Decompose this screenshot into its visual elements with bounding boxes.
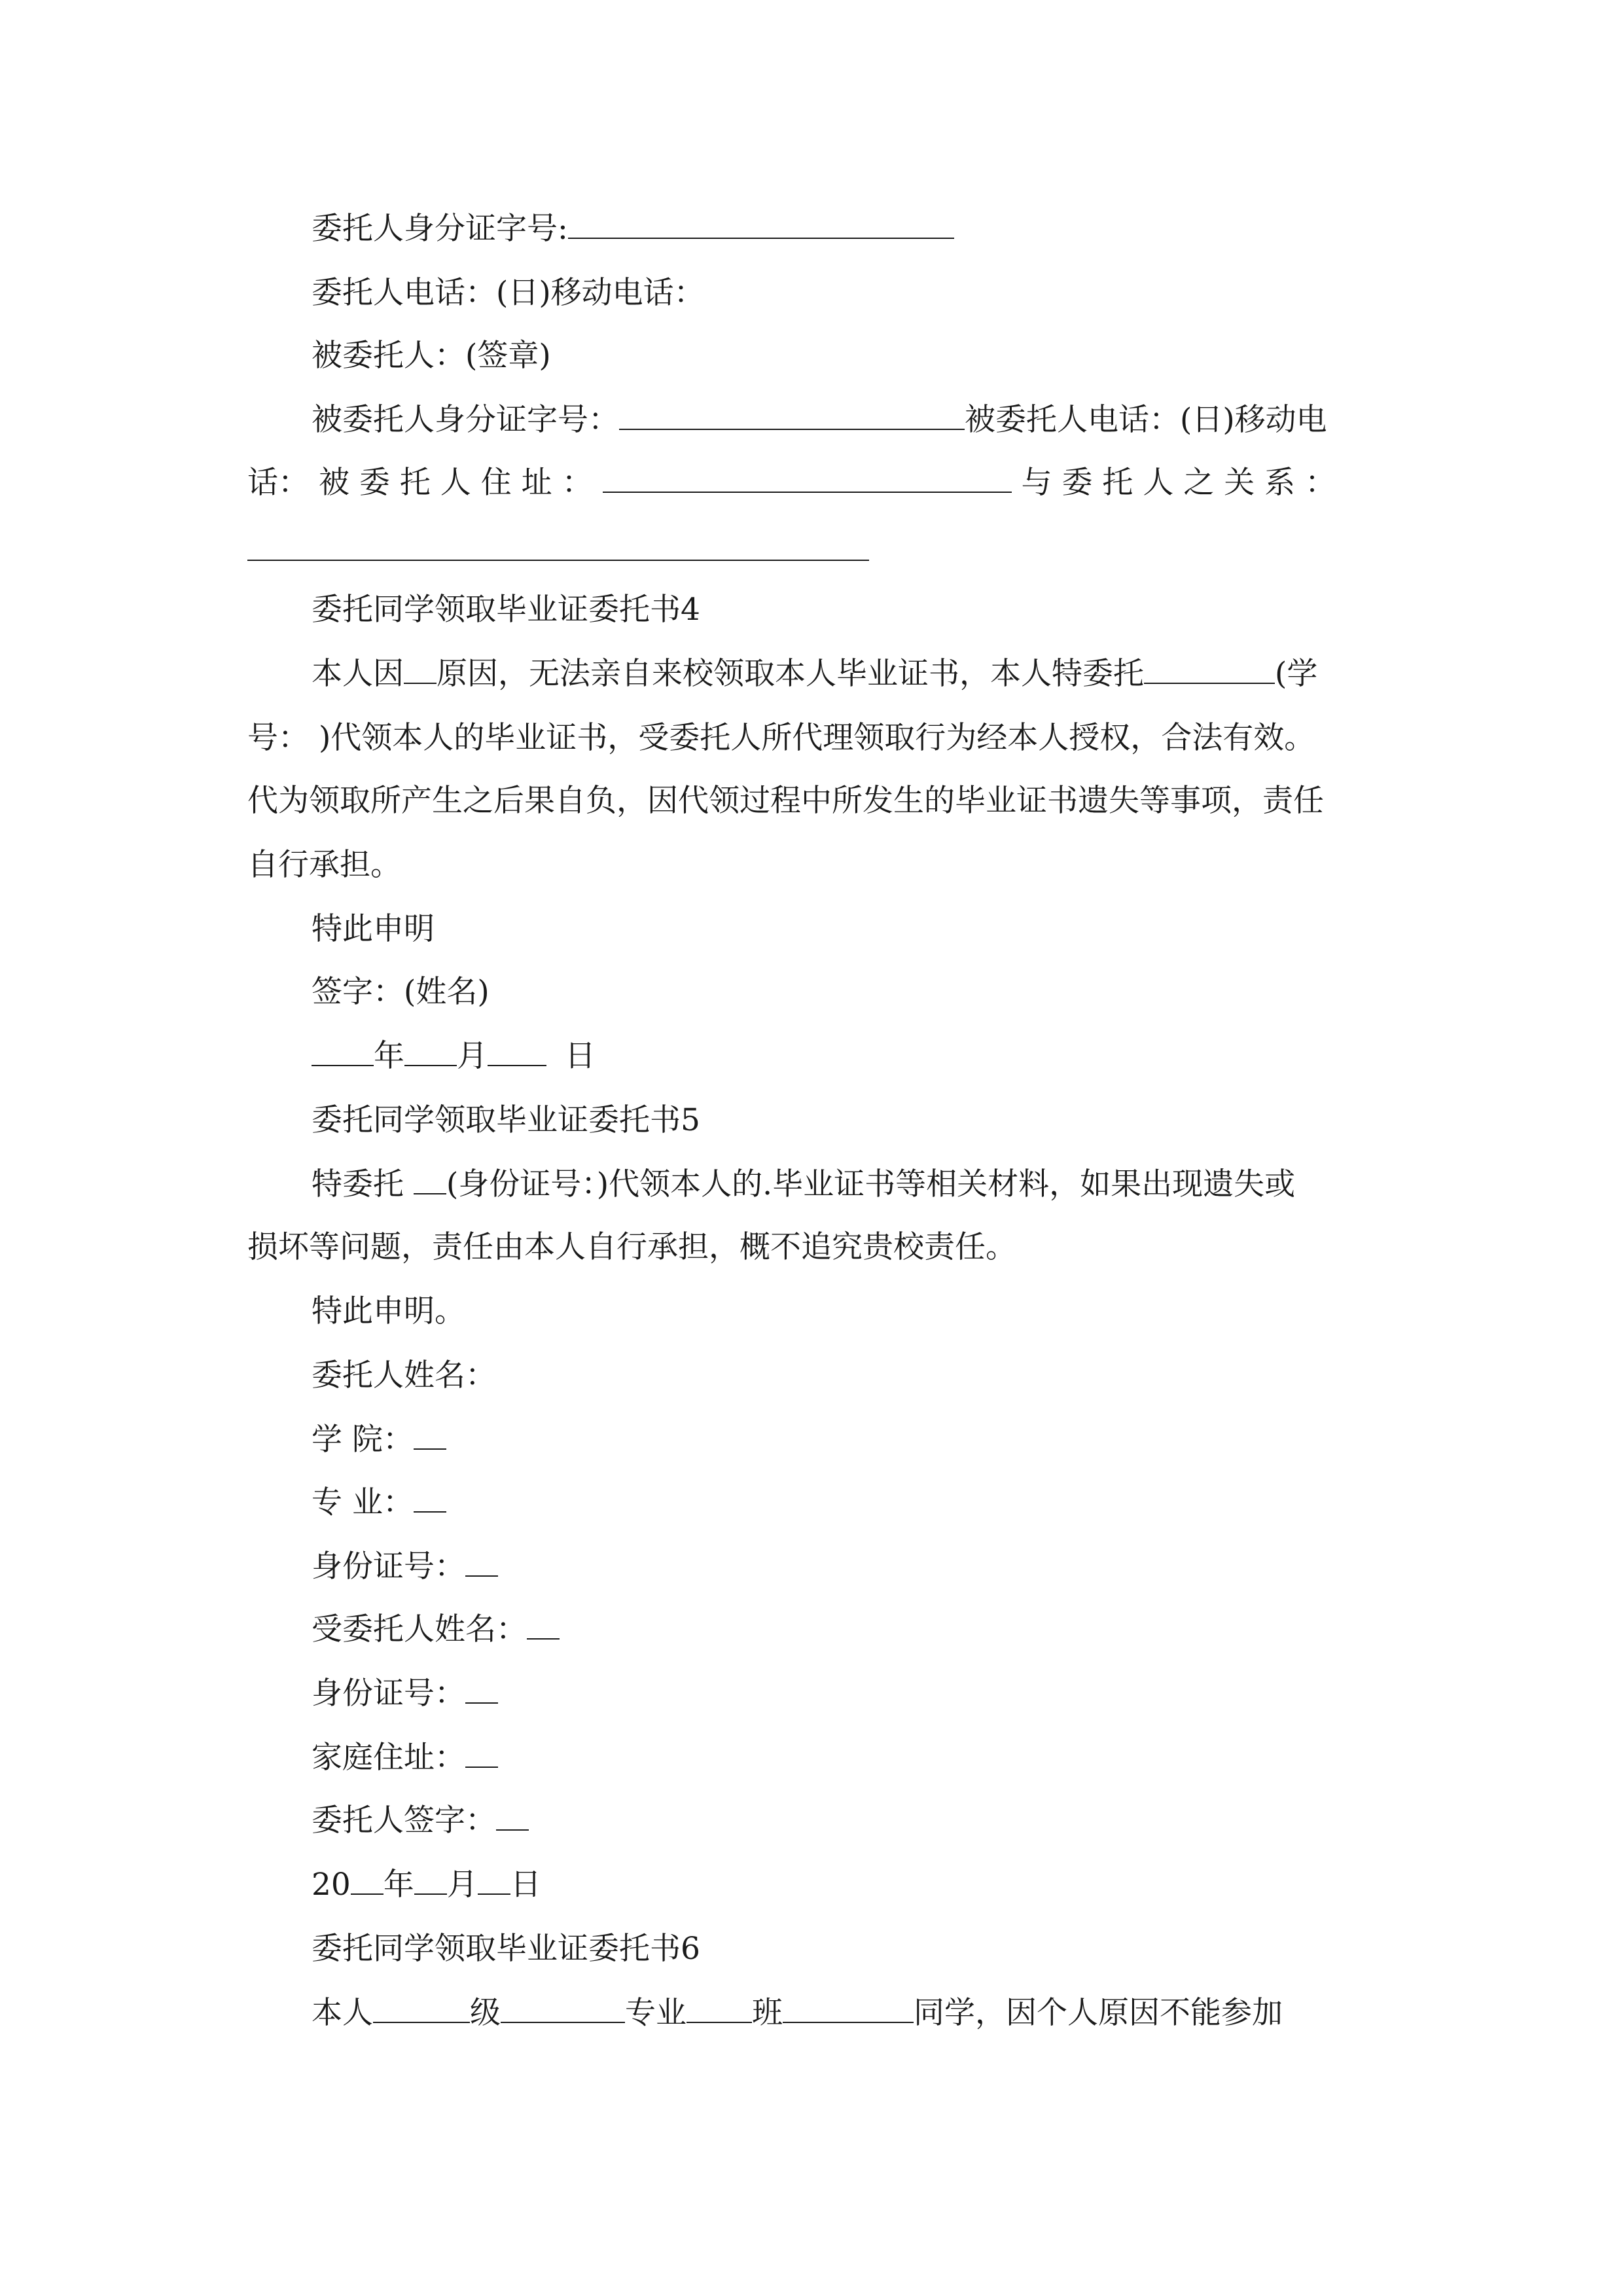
relationship-blank bbox=[247, 560, 869, 561]
month-label: 月 bbox=[457, 1038, 488, 1074]
p4-text-b: 原因，无法亲自来校领取本人毕业证书，本人特委托 bbox=[437, 656, 1144, 692]
day-label-5: 日 bbox=[510, 1867, 541, 1903]
section-heading-5: 委托同学领取毕业证委托书5 bbox=[312, 1102, 700, 1138]
year-prefix: 20 bbox=[312, 1867, 351, 1903]
agent-id-field bbox=[312, 1674, 1386, 1713]
principal-id-label: 委托人身分证字号: bbox=[312, 211, 568, 247]
principal-signature-label: 委托人签字： bbox=[312, 1803, 496, 1839]
agent-id-field-label: 身份证号： bbox=[312, 1676, 465, 1712]
p5-text-a: 特委托 bbox=[312, 1166, 414, 1202]
date-line-4 bbox=[312, 1037, 1386, 1076]
id-number-field bbox=[312, 1547, 1386, 1587]
principal-phone-line: 委托人电话：(日)移动电话： bbox=[312, 275, 705, 311]
month-blank-5 bbox=[414, 1866, 447, 1895]
principal-id-blank bbox=[568, 210, 954, 239]
p6-text-c: 专业 bbox=[625, 1995, 687, 2031]
paragraph-4-line-4: 自行承担。 bbox=[247, 847, 401, 883]
signature-name-line: 签字：(姓名) bbox=[312, 974, 490, 1010]
agent-id-line bbox=[312, 401, 1386, 440]
month-label-5: 月 bbox=[446, 1867, 478, 1903]
agent-id-field-blank bbox=[465, 1675, 498, 1704]
p6-text-a: 本人 bbox=[312, 1995, 373, 2031]
month-blank bbox=[404, 1037, 457, 1066]
agent-address-blank bbox=[603, 464, 1012, 493]
agent-id-label: 被委托人身分证字号： bbox=[312, 402, 619, 438]
reason-blank bbox=[404, 655, 437, 684]
agent-address-label: 话： 被 委 托 人 住 址 ： bbox=[247, 465, 593, 501]
student-name-blank bbox=[783, 1994, 914, 2023]
id-number-blank bbox=[465, 1548, 498, 1577]
agent-signature-line: 被委托人：(签章) bbox=[312, 338, 551, 374]
p6-text-b: 级 bbox=[470, 1995, 501, 2031]
date-line-5 bbox=[312, 1865, 1386, 1905]
principal-id-line bbox=[312, 209, 1386, 249]
home-address-blank bbox=[465, 1739, 498, 1768]
year-label-5: 年 bbox=[383, 1867, 414, 1903]
declaration-5: 特此申明。 bbox=[312, 1293, 465, 1329]
declaration-4: 特此申明 bbox=[312, 911, 435, 947]
college-field bbox=[312, 1420, 1386, 1460]
major-field bbox=[312, 1483, 1386, 1522]
principal-signature-blank bbox=[496, 1802, 529, 1831]
paragraph-4-line-3: 代为领取所产生之后果自负，因代领过程中所发生的毕业证书遗失等事项，责任 bbox=[247, 783, 1324, 819]
agent-address-line bbox=[247, 463, 1386, 503]
id-number-label: 身份证号： bbox=[312, 1549, 465, 1585]
major-blank bbox=[414, 1484, 446, 1513]
major-label: 专 业： bbox=[312, 1484, 414, 1520]
delegate-name-blank bbox=[1144, 655, 1275, 684]
college-blank bbox=[414, 1421, 446, 1450]
principal-name-field: 委托人姓名： bbox=[312, 1357, 496, 1393]
agent-name-label: 受委托人姓名： bbox=[312, 1611, 527, 1647]
p6-text-e: 同学，因个人原因不能参加 bbox=[914, 1995, 1283, 2031]
major-blank-6 bbox=[501, 1994, 625, 2023]
agent-phone-label: 被委托人电话：(日)移动电 bbox=[965, 402, 1327, 438]
paragraph-4-line-1 bbox=[312, 655, 1386, 694]
grade-blank bbox=[373, 1994, 470, 2023]
p5-text-b: (身份证号：)代领本人的.毕业证书等相关材料，如果出现遗失或 bbox=[446, 1166, 1296, 1202]
paragraph-6-line-1 bbox=[312, 1994, 1386, 2033]
year-label: 年 bbox=[374, 1038, 404, 1074]
day-label: 日 bbox=[565, 1038, 596, 1074]
p6-text-d: 班 bbox=[752, 1995, 783, 2031]
day-blank bbox=[488, 1037, 546, 1066]
section-heading-6: 委托同学领取毕业证委托书6 bbox=[312, 1931, 700, 1967]
section-heading-4: 委托同学领取毕业证委托书4 bbox=[312, 592, 700, 628]
paragraph-5-line-2: 损坏等问题，责任由本人自行承担，概不追究贵校责任。 bbox=[247, 1229, 1016, 1265]
home-address-field bbox=[312, 1738, 1386, 1778]
day-blank-5 bbox=[478, 1866, 510, 1895]
agent-name-blank bbox=[527, 1611, 560, 1640]
class-blank bbox=[687, 1994, 752, 2023]
home-address-label: 家庭住址： bbox=[312, 1740, 465, 1776]
principal-signature-field bbox=[312, 1801, 1386, 1840]
paragraph-5-line-1 bbox=[312, 1165, 1386, 1204]
agent-id-blank bbox=[619, 401, 965, 430]
agent-name-field bbox=[312, 1610, 1386, 1649]
paragraph-4-line-2: 号： )代领本人的毕业证书，受委托人所代理领取行为经本人授权，合法有效。 bbox=[247, 720, 1315, 756]
year-blank-5 bbox=[351, 1866, 383, 1895]
college-label: 学 院： bbox=[312, 1422, 414, 1458]
relationship-label: 与 委 托 人 之 关 系 ： bbox=[1021, 465, 1336, 501]
p4-text-c: (学 bbox=[1275, 656, 1318, 692]
year-blank bbox=[312, 1037, 374, 1066]
delegate-blank-5 bbox=[414, 1166, 446, 1194]
p4-text-a: 本人因 bbox=[312, 656, 404, 692]
